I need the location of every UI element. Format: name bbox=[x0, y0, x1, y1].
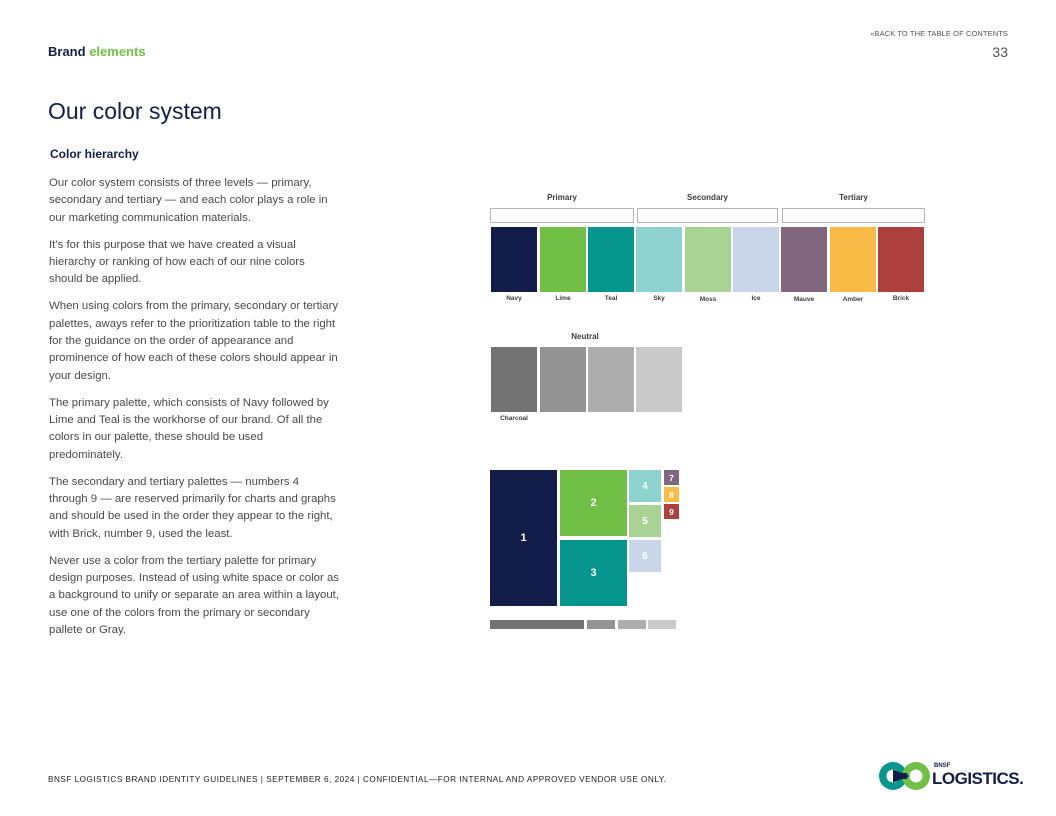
subhead: Color hierarchy bbox=[50, 147, 139, 161]
back-to-toc-link[interactable]: «BACK TO THE TABLE OF CONTENTS bbox=[870, 29, 1008, 38]
hierarchy-number: 6 bbox=[642, 550, 648, 562]
section-label bbox=[48, 44, 146, 59]
logo-wordmark: LOGISTICS. bbox=[932, 769, 1024, 788]
hierarchy-block-1 bbox=[490, 470, 557, 606]
swatch-gray-4 bbox=[636, 347, 682, 412]
section-word-elements: elements bbox=[89, 44, 146, 59]
logo-mark-icon bbox=[878, 760, 932, 792]
hierarchy-number: 5 bbox=[642, 515, 648, 527]
swatch-moss bbox=[685, 227, 731, 292]
section-word-brand: Brand bbox=[48, 44, 86, 59]
hierarchy-number: 7 bbox=[669, 472, 674, 483]
hierarchy-number: 1 bbox=[520, 532, 527, 544]
neutral-bar-gray-3 bbox=[618, 620, 646, 629]
swatch-gray-3 bbox=[588, 347, 634, 412]
paragraph: When using colors from the primary, secondary or tertiary palettes, aways refer to the prioritization table to the right for the guidance on the order of appearance and prominence of how each of these colors should appear in your design. bbox=[49, 300, 339, 382]
paragraph: Our color system consists of three levels — primary, secondary and tertiary — and each color plays a role in our marketing communication materials. bbox=[49, 177, 328, 224]
hierarchy-number: 9 bbox=[669, 506, 674, 517]
secondary-bracket bbox=[637, 208, 778, 223]
hierarchy-block-3 bbox=[560, 540, 627, 606]
neutral-label: Neutral bbox=[571, 332, 599, 341]
body-copy bbox=[49, 175, 339, 649]
swatch-label-ice: Ice bbox=[751, 295, 761, 302]
hierarchy-block-4 bbox=[629, 470, 661, 502]
logo-small-text: BNSF bbox=[934, 763, 951, 769]
hierarchy-number: 4 bbox=[642, 480, 648, 492]
page-title: Our color system bbox=[48, 98, 222, 124]
hierarchy-number: 8 bbox=[669, 489, 674, 500]
swatch-brick bbox=[878, 227, 924, 292]
neutral-bar-gray-4 bbox=[648, 620, 676, 629]
swatch-ice bbox=[733, 227, 779, 292]
hierarchy-block-2 bbox=[560, 470, 627, 536]
swatch-gray-2 bbox=[540, 347, 586, 412]
bnsf-logistics-logo bbox=[878, 760, 1024, 792]
swatch-lime bbox=[540, 227, 586, 292]
swatch-label-teal: Teal bbox=[604, 295, 618, 302]
hierarchy-block-5 bbox=[629, 505, 661, 537]
footer-text: BNSF LOGISTICS BRAND IDENTITY GUIDELINES | SEPTEMBER 6, 2024 | CONFIDENTIAL—FOR INTERNAL AND APPROVED VENDOR USE ONLY. bbox=[48, 775, 667, 784]
swatch-sky bbox=[636, 227, 682, 292]
neutral-bar-gray-2 bbox=[587, 620, 615, 629]
swatch-label-charcoal: Charcoal bbox=[500, 415, 528, 422]
swatch-charcoal bbox=[491, 347, 537, 412]
swatch-amber bbox=[830, 227, 876, 292]
swatch-mauve bbox=[781, 227, 827, 292]
tertiary-bracket bbox=[782, 208, 925, 223]
swatch-teal bbox=[588, 227, 634, 292]
page-number: 33 bbox=[992, 44, 1008, 60]
hierarchy-block-6 bbox=[629, 540, 661, 572]
hierarchy-block-8 bbox=[664, 487, 679, 502]
secondary-label: Secondary bbox=[687, 193, 728, 202]
swatch-label-sky: Sky bbox=[653, 295, 665, 302]
swatch-label-brick: Brick bbox=[892, 295, 910, 302]
primary-bracket bbox=[490, 208, 634, 223]
hierarchy-number: 3 bbox=[590, 567, 597, 579]
hierarchy-block-7 bbox=[664, 470, 679, 485]
primary-label: Primary bbox=[547, 193, 577, 202]
neutral-bar-charcoal bbox=[490, 620, 584, 629]
swatch-label-navy: Navy bbox=[506, 295, 522, 302]
hierarchy-number: 2 bbox=[590, 497, 597, 509]
swatch-navy bbox=[491, 227, 537, 292]
swatch-label-lime: Lime bbox=[555, 295, 571, 302]
hierarchy-block-9 bbox=[664, 504, 679, 519]
paragraph: The secondary and tertiary palettes — numbers 4 through 9 — are reserved primarily for charts and graphs and should be used in the order they appear to the right, with Brick, number 9, used the least. bbox=[49, 475, 336, 540]
paragraph: Never use a color from the tertiary palette for primary design purposes. Instead of using white space or color as a background to unify or separate an area within a layout, use one of the colors from the primary or secondary pallete or Gray. bbox=[49, 554, 340, 637]
swatch-label-mauve: Mauve bbox=[793, 296, 815, 303]
swatch-label-amber: Amber bbox=[842, 296, 864, 303]
swatch-label-moss: Moss bbox=[699, 296, 717, 303]
paragraph: The primary palette, which consists of Navy followed by Lime and Teal is the workhorse of our brand. Of all the colors in our palette, these should be used predominately. bbox=[49, 396, 329, 461]
tertiary-label: Tertiary bbox=[839, 193, 868, 202]
paragraph: It’s for this purpose that we have created a visual hierarchy or ranking of how each of our nine colors should be applied. bbox=[49, 238, 305, 286]
